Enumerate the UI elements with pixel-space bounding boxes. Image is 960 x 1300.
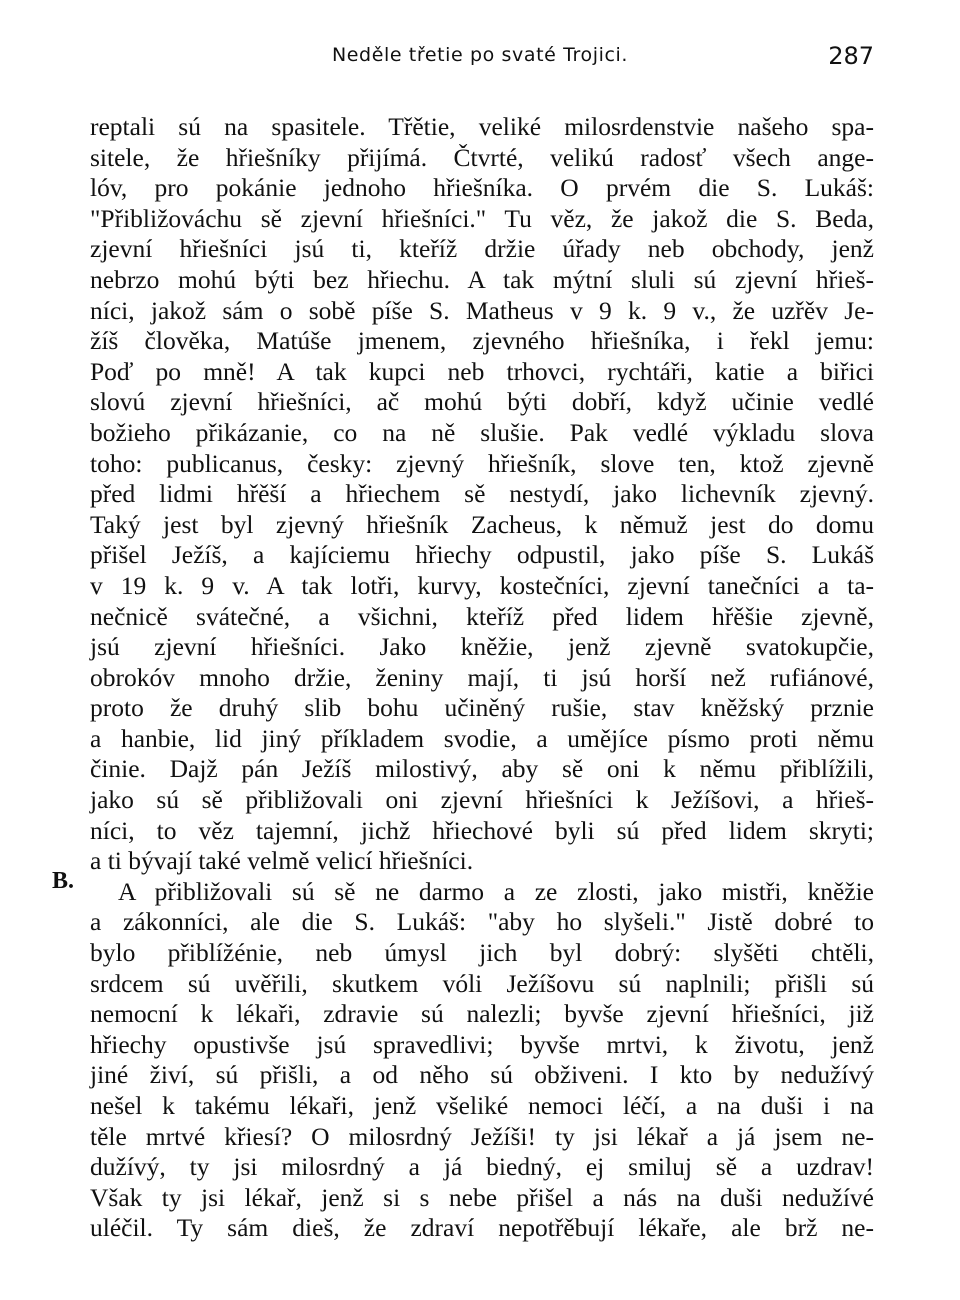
text-line: lóv, pro pokánie jednoho hřiešníka. O prvém die S. Lukáš: — [90, 173, 874, 203]
text-line: v 19 k. 9 v. A tak lotři, kurvy, kostečníci, zjevní tanečníci a ta- — [90, 570, 874, 600]
running-title: Neděle třetie po svaté Trojici. — [331, 44, 629, 66]
text-line: níci, jakož sám o sobě píše S. Matheus v 9 k. 9 v., že uzřěv Je- — [90, 295, 874, 325]
text-line: jsú zjevní hřiešníci. Jako kněžie, jenž zjevně svatokupčie, — [90, 632, 874, 662]
text-line: "Přibližováchu sě zjevní hřiešníci." Tu věz, že jakož die S. Beda, — [90, 203, 874, 233]
text-line: žíš člověka, Matúše jmenem, zjevného hřiešníka, i řekl jemu: — [90, 326, 874, 356]
text-line: slovú zjevní hřiešníci, ač mohú býti dobří, když učinie vedlé — [90, 387, 874, 417]
text-line: uléčil. Ty sám dieš, že zdraví nepotřěbují lékaře, ale brž ne- — [90, 1213, 874, 1243]
text-line: přišel Ježíš, a kajíciemu hřiechy odpustil, jako píše S. Lukáš — [90, 540, 874, 570]
text-line: proto že druhý slib bohu učiněný rušie, stav kněžský prznie — [90, 693, 874, 723]
text-line: před lidmi hřěší a hřiechem sě nestydí, jako lichevník zjevný. — [90, 479, 874, 509]
text-line: činie. Dajž pán Ježíš milostivý, aby sě oni k němu přiblížili, — [90, 754, 874, 784]
text-line: zjevní hřiešníci jsú ti, kteříž držie úřady neb obchody, jenž — [90, 234, 874, 264]
text-line: obrokóv mnoho držie, ženiny mají, ti jsú horší než rufiánové, — [90, 662, 874, 692]
text-line: a hanbie, lid jiný příkladem svodie, a umějíce písmo proti němu — [90, 723, 874, 753]
text-line: a zákonníci, ale die S. Lukáš: "aby ho slyšeli." Jistě dobré to — [90, 907, 874, 937]
text-line: nečnicě svátečné, a všichni, kteříž před lidem hřěšie zjevně, — [90, 601, 874, 631]
text-line: dužívý, ty jsi milosrdný a já biedný, ej smiluj sě a uzdrav! — [90, 1152, 874, 1182]
text-line: bylo přiblížénie, neb úmysl jich byl dobrý: slyšěti chtěli, — [90, 938, 874, 968]
text-line: toho: publicanus, česky: zjevný hřiešník, slove ten, ktož zjevně — [90, 448, 874, 478]
text-line: Poď po mně! A tak kupci neb trhovci, rychtáři, katie a biřici — [90, 356, 874, 386]
page-number: 287 — [828, 42, 874, 70]
marginal-section-mark: B. — [52, 868, 75, 894]
text-line: sitele, že hřiešníky přijímá. Čtvrté, velikú radosť všech ange- — [90, 142, 874, 172]
text-line: nešel k takému lékaři, jenž všeliké nemoci léčí, a na duši i na — [90, 1091, 874, 1120]
text-line-paragraph-start: A přibližovali sú sě ne darmo a ze zlosti, jako mistři, kněžie — [118, 876, 874, 906]
text-line: božieho přikázanie, co na ně slušie. Pak vedlé výkladu slova — [90, 417, 874, 447]
text-line: jako sú sě přibližovali oni zjevní hřiešníci k Ježíšovi, a hřieš- — [90, 785, 874, 815]
text-line-paragraph-end: a ti bývají také velmě velicí hřiešníci. — [90, 846, 474, 876]
text-line: Však ty jsi lékař, jenž si s nebe přišel a nás na duši nedužívé — [90, 1182, 874, 1212]
text-line: Taký jest byl zjevný hřiešník Zacheus, k němuž jest do domu — [90, 509, 874, 539]
text-line: jiné živí, sú přišli, a od něho sú obživeni. I kto by nedužívý — [90, 1060, 874, 1090]
text-line: nemocní k lékaři, zdravie sú nalezli; byvše zjevní hřiešníci, již — [90, 999, 874, 1029]
text-line: hřiechy opustivše jsú spravedlivi; byvše mrtvi, k životu, jenž — [90, 1029, 874, 1059]
text-line: reptali sú na spasitele. Třětie, veliké milosrdenstvie našeho spa- — [90, 112, 874, 141]
text-line: těle mrtvé křiesí? O milosrdný Ježíši! ty jsi lékař a já jsem ne- — [90, 1121, 874, 1151]
text-line: srdcem sú uvěřili, skutkem vóli Ježíšovu sú naplnili; přišli sú — [90, 968, 874, 998]
page-header — [0, 40, 960, 80]
text-line: nebrzo mohú býti bez hřiechu. A tak mýtní sluli sú zjevní hřieš- — [90, 264, 874, 294]
body-text — [90, 112, 874, 1244]
text-line: níci, to věz tajemní, jichž hřiechové byli sú před lidem skryti; — [90, 815, 874, 845]
